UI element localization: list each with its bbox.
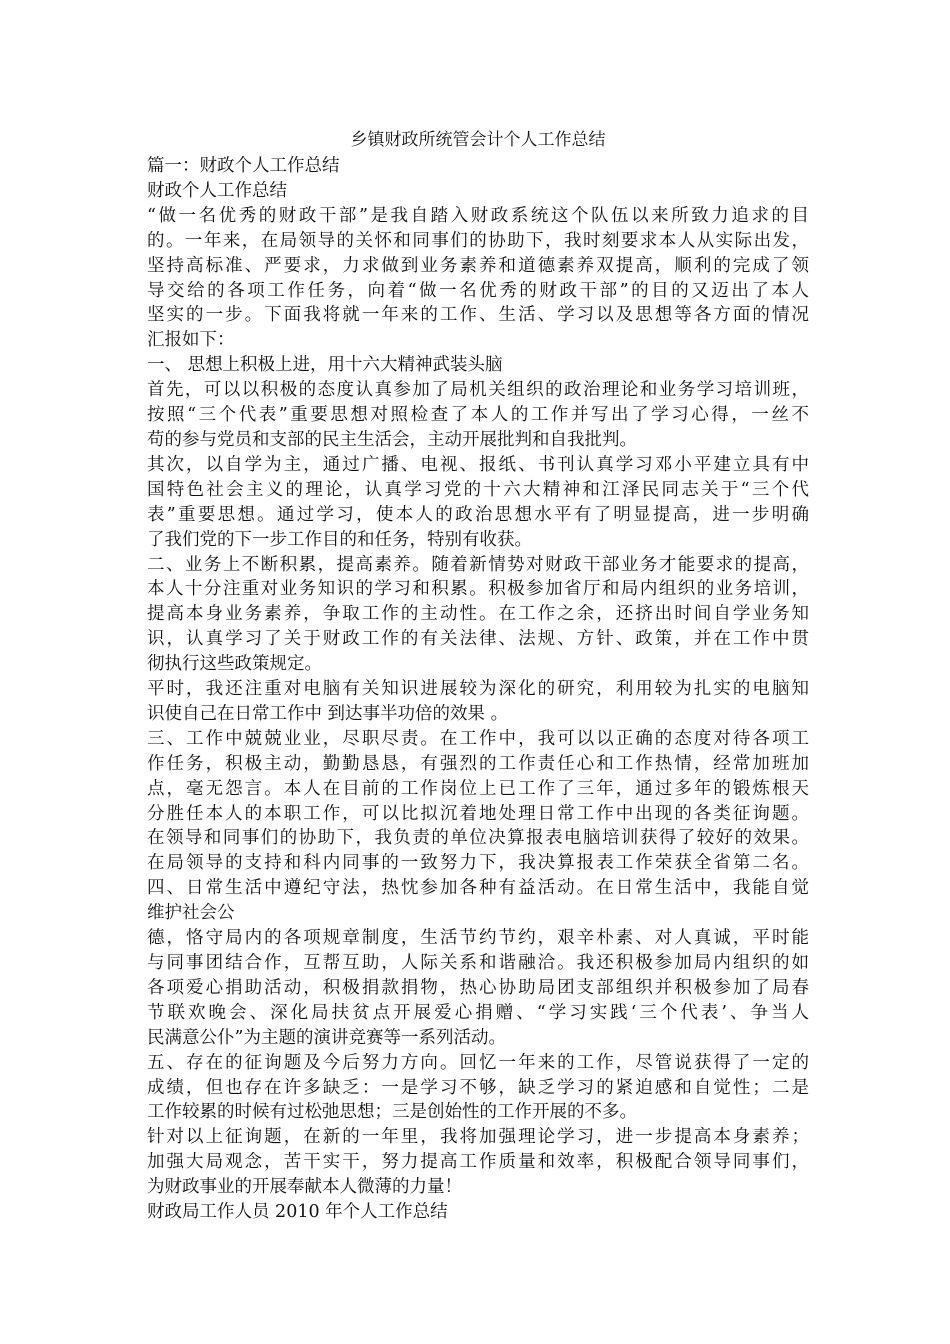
text-line: 了我们党的下一步工作目的和任务，特别有收获。 xyxy=(147,529,532,550)
text-line: 提高本身业务素养，争取工作的主动性。在工作之余，还挤出时间自学业务知 xyxy=(147,604,809,625)
text-line: 点，毫无怨言。本人在目前的工作岗位上已工作了三年，通过多年的锻炼根天 xyxy=(147,778,809,799)
text-line: 的。一年来，在局领导的关怀和同事们的协助下，我时刻要求本人从实际出发， xyxy=(147,230,809,251)
text-line: 汇报如下： xyxy=(147,330,235,351)
text-line: 按照“三个代表”重要思想对照检查了本人的工作并写出了学习心得，一丝不 xyxy=(147,405,809,426)
text-line: 二、业务上不断积累，提高素养。随着新情势对财政干部业务才能要求的提高， xyxy=(147,554,809,575)
text-line: 为财政事业的开展奉献本人微薄的力量！ xyxy=(147,1177,462,1198)
text-line: 各项爱心捐助活动，积极捐款捐物，热心协助局团支部组织并积极参加了局春 xyxy=(147,977,809,998)
text-line: 财政个人工作总结 xyxy=(147,180,287,201)
document-body xyxy=(147,154,809,1225)
text-line: 四、日常生活中遵纪守法，热忱参加各种有益活动。在日常生活中，我能自觉 xyxy=(147,878,809,899)
text-line: 坚持高标准、严要求，力求做到业务素养和道德素养双提高，顺利的完成了领 xyxy=(147,255,809,276)
text-line: 本人十分注重对业务知识的学习和积累。积极参加省厅和局内组织的业务培训， xyxy=(147,579,809,600)
text-line: 财政局工作人员 2010 年个人工作总结 xyxy=(147,1202,448,1223)
text-line: 彻执行这些政策规定。 xyxy=(147,654,322,675)
text-line: 加强大局观念，苦干实干，努力提高工作质量和效率，积极配合领导同事们， xyxy=(147,1152,809,1173)
text-line: 节联欢晚会、深化局扶贫点开展爱心捐赠、“学习实践‘三个代表’、争当人 xyxy=(147,1002,809,1023)
text-line: 五、存在的征询题及今后努力方向。回忆一年来的工作，尽管说获得了一定的 xyxy=(147,1052,809,1073)
document-page xyxy=(147,128,809,1225)
text-line: 分胜任本人的本职工作，可以比拟沉着地处理日常工作中出现的各类征询题。 xyxy=(147,803,809,824)
text-line: 首先，可以以积极的态度认真参加了局机关组织的政治理论和业务学习培训班， xyxy=(147,380,809,401)
text-line: 篇一：财政个人工作总结 xyxy=(147,156,340,176)
text-line: 在领导和同事们的协助下，我负责的单位决算报表电脑培训获得了较好的效果。 xyxy=(147,828,809,849)
text-line: 民满意公仆”为主题的演讲竞赛等一系列活动。 xyxy=(147,1027,506,1048)
text-line: 工作较累的时候有过松弛思想；三是创始性的工作开展的不多。 xyxy=(147,1102,637,1123)
text-line: 作任务，积极主动，勤勤恳恳，有强烈的工作责任心和工作热情，经常加班加 xyxy=(147,753,809,774)
text-line: 苟的参与党员和支部的民主生活会，主动开展批判和自我批判。 xyxy=(147,429,637,450)
text-line: 在局领导的支持和科内同事的一致努力下，我决算报表工作荣获全省第二名。 xyxy=(147,853,809,874)
text-line: 针对以上征询题，在新的一年里，我将加强理论学习，进一步提高本身素养； xyxy=(147,1127,809,1148)
document-title: 乡镇财政所统管会计个人工作总结 xyxy=(350,130,606,150)
text-line: 坚实的一步。下面我将就一年来的工作、生活、学习以及思想等各方面的情况 xyxy=(147,305,809,326)
text-line: 表”重要思想。通过学习，使本人的政治思想水平有了明显提高，进一步明确 xyxy=(147,504,809,525)
text-line: “做一名优秀的财政干部”是我自踏入财政系统这个队伍以来所致力追求的目 xyxy=(147,205,809,226)
text-line: 三、工作中兢兢业业，尽职尽责。在工作中，我可以以正确的态度对待各项工 xyxy=(147,728,809,749)
text-line: 维护社会公 xyxy=(147,903,235,924)
text-line: 成绩，但也存在许多缺乏：一是学习不够，缺乏学习的紧迫感和自觉性；二是 xyxy=(147,1077,809,1098)
text-line: 识使自己在日常工作中 到达事半功倍的效果 。 xyxy=(147,703,509,724)
text-line: 国特色社会主义的理论，认真学习党的十六大精神和江泽民同志关于“三个代 xyxy=(147,479,809,500)
text-line: 与同事团结合作，互帮互助，人际关系和谐融洽。我还积极参加局内组织的如 xyxy=(147,953,809,973)
text-line: 导交给的各项工作任务，向着“做一名优秀的财政干部”的目的又迈出了本人 xyxy=(147,280,809,301)
text-line: 一、 思想上积极上进，用十六大精神武装头脑 xyxy=(147,355,503,376)
text-line: 德，恪守局内的各项规章制度，生活节约节约，艰辛朴素、对人真诚，平时能 xyxy=(147,928,809,949)
text-line: 平时，我还注重对电脑有关知识进展较为深化的研究，利用较为扎实的电脑知 xyxy=(147,679,809,700)
text-line: 其次，以自学为主，通过广播、电视、报纸、书刊认真学习邓小平建立具有中 xyxy=(147,454,809,475)
text-line: 识，认真学习了关于财政工作的有关法律、法规、方针、政策，并在工作中贯 xyxy=(147,629,809,650)
